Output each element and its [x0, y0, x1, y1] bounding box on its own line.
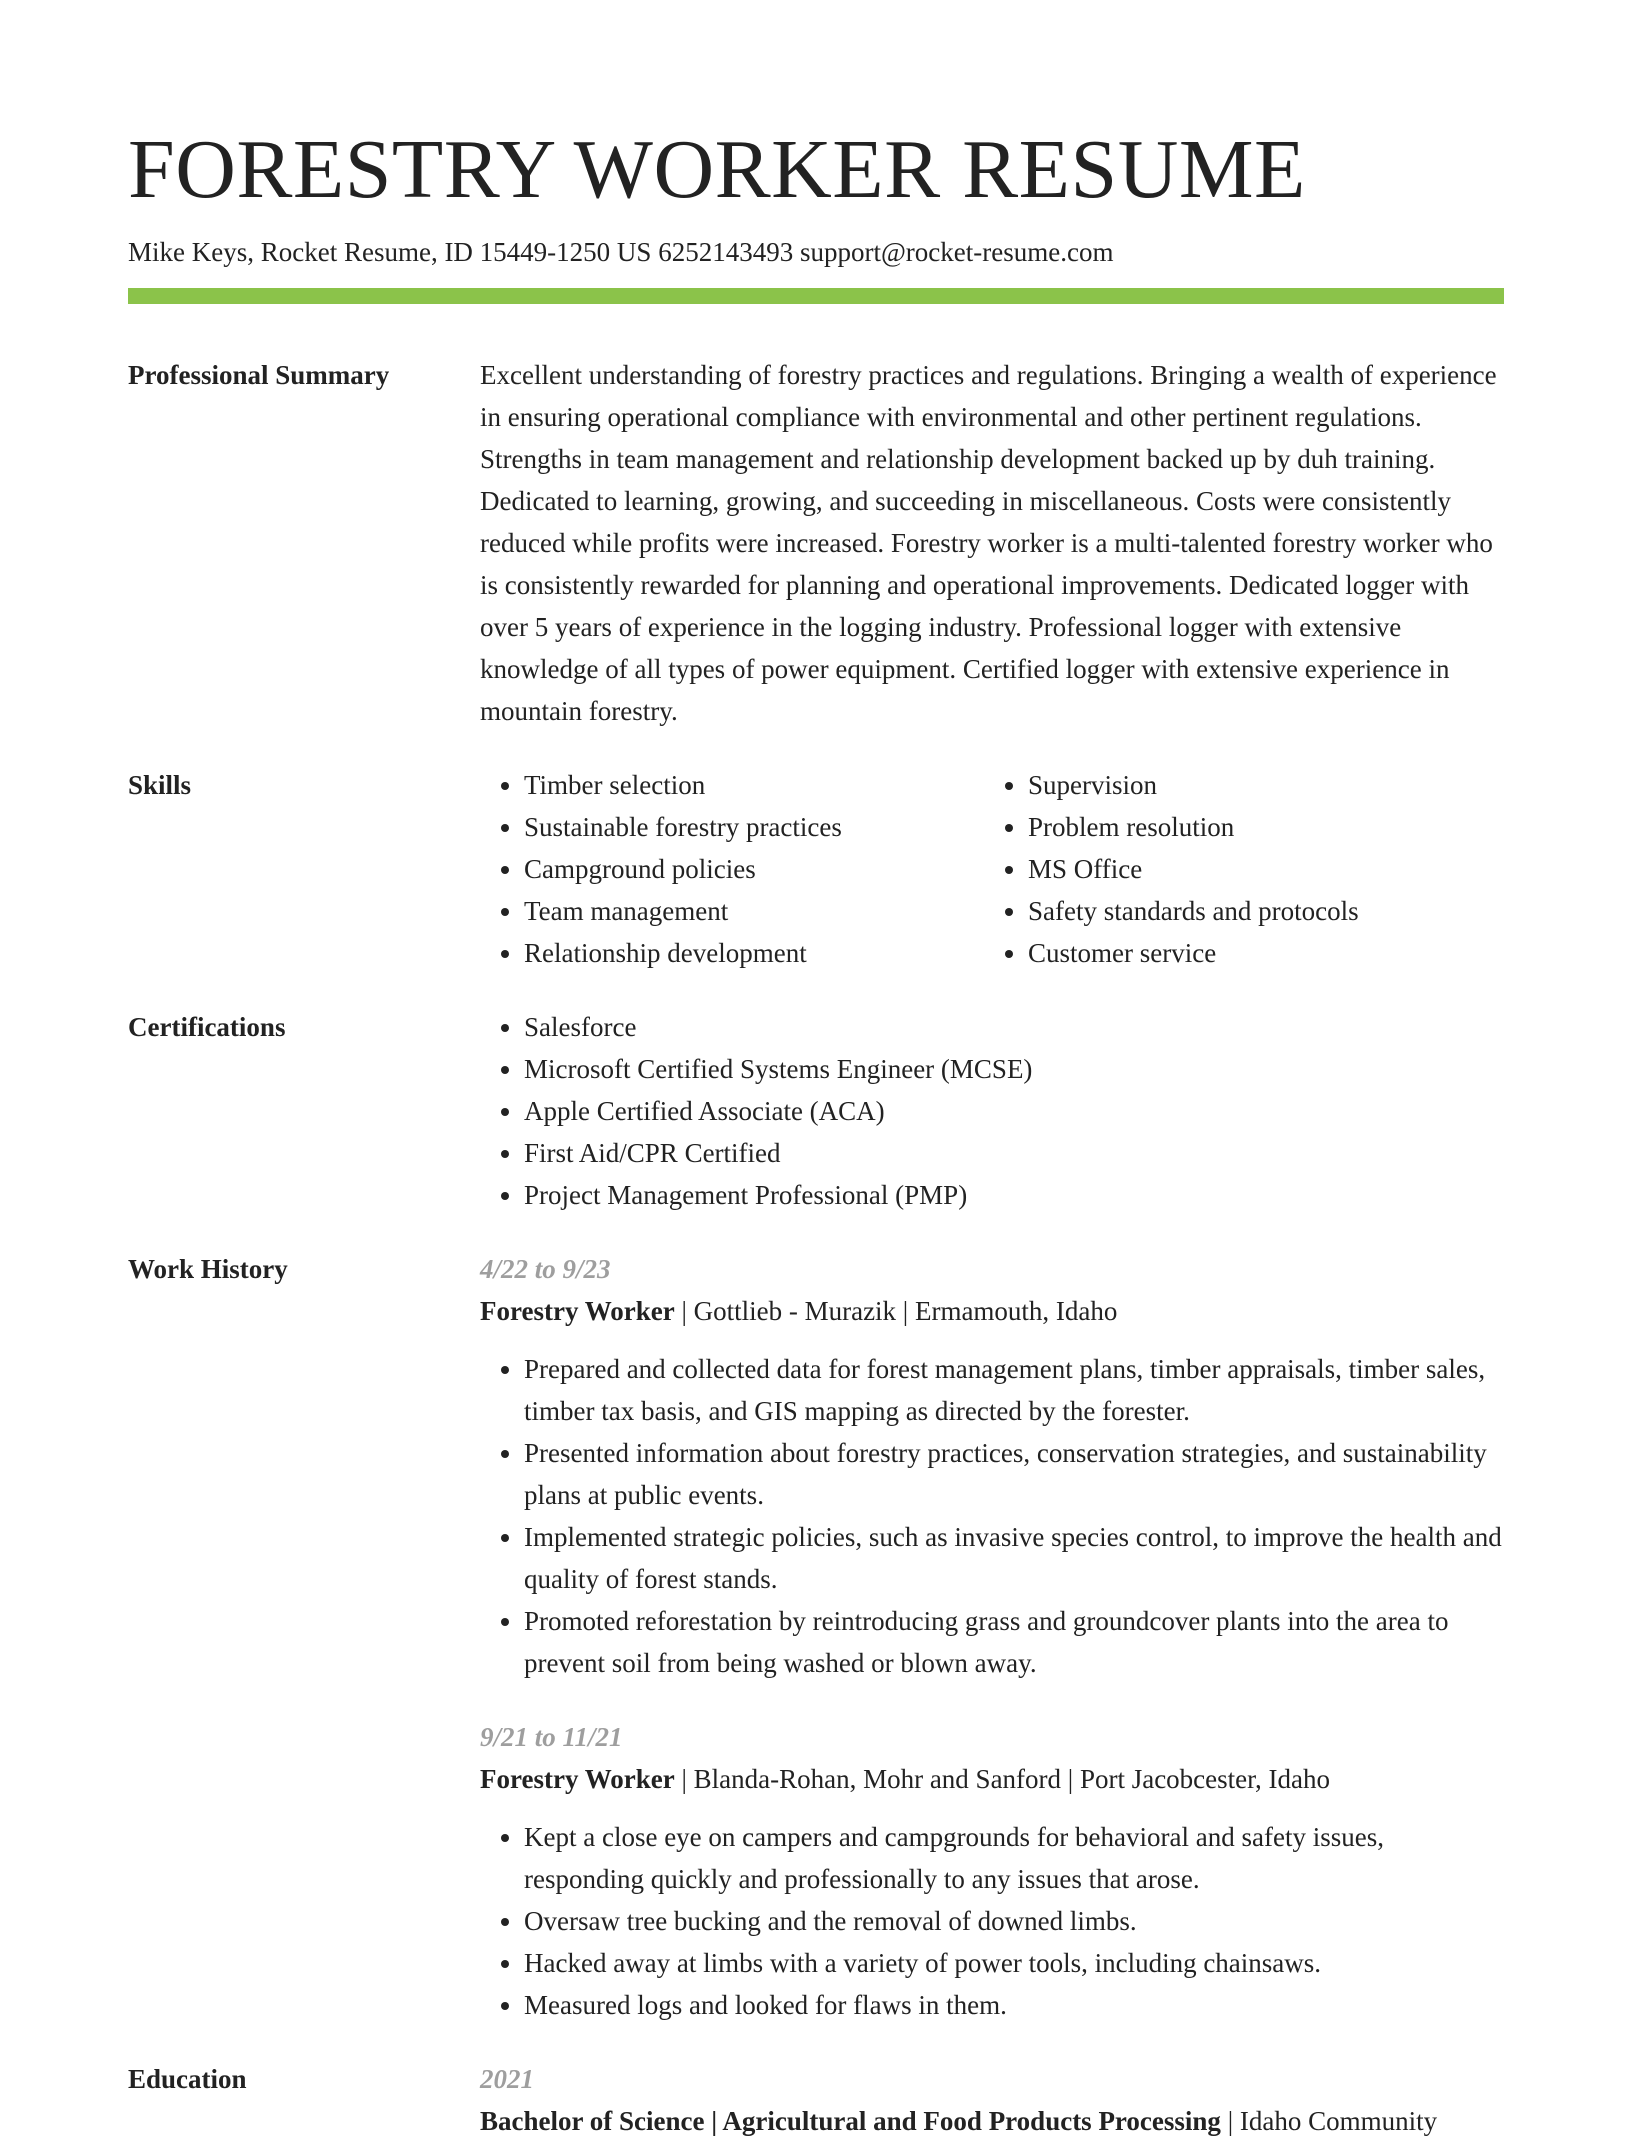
skill-item: • Customer service: [1028, 932, 1488, 974]
job-dates: 4/22 to 9/23: [480, 1254, 611, 1285]
job-bullets: [480, 1348, 1504, 1684]
job-bullet: • Prepared and collected data for forest management plans, timber appraisals, timber sales, timber tax basis, and GIS mapping as directed by the forester.: [524, 1348, 1504, 1432]
job-bullet: • Hacked away at limbs with a variety of power tools, including chainsaws.: [524, 1942, 1504, 1984]
job-bullet: • Measured logs and looked for flaws in them.: [524, 1984, 1504, 2026]
education-heading: Bachelor of Science | Agricultural and Food Products Processing | Idaho Community: [480, 2106, 1438, 2137]
accent-divider: [128, 288, 1504, 304]
work-history-section: [128, 1248, 1504, 2026]
job-bullet: • Implemented strategic policies, such as invasive species control, to improve the health and quality of forest stands.: [524, 1516, 1504, 1600]
skill-item: • Problem resolution: [1028, 806, 1488, 848]
skill-item: • Supervision: [1028, 764, 1488, 806]
education-section: [128, 2058, 1504, 2142]
degree: Bachelor of Science: [480, 2106, 705, 2137]
job-bullet: • Promoted reforestation by reintroducing grass and groundcover plants into the area to prevent soil from being washed or blown away.: [524, 1600, 1504, 1684]
skills-columns: [480, 764, 1504, 974]
resume-title: FORESTRY WORKER RESUME: [128, 123, 1306, 216]
contact-info: Mike Keys, Rocket Resume, ID 15449-1250 US 6252143493 support@rocket-resume.com: [128, 237, 1114, 267]
summary-text: Excellent understanding of forestry practices and regulations. Bringing a wealth of experience in ensuring operational compliance with environmental and other pertinent regulations. Strengths in team management and relationship development backed up by duh training. Dedicated to learning, growing, and succeeding in miscellaneous. Costs were consistently reduced while profits were increased. Forestry worker is a multi-talented forestry worker who is consistently rewarded for planning and operational improvements. Dedicated logger with over 5 years of experience in the logging industry. Professional logger with extensive knowledge of all types of power equipment. Certified logger with extensive experience in mountain forestry.: [480, 360, 1497, 727]
job-bullet: • Oversaw tree bucking and the removal of downed limbs.: [524, 1900, 1504, 1942]
job-entry: [480, 1716, 1504, 2026]
section-label-work-history: Work History: [128, 1254, 288, 1285]
skill-item: • Sustainable forestry practices: [524, 806, 984, 848]
section-label-certifications: Certifications: [128, 1012, 286, 1043]
resume-page: [128, 0, 1504, 2142]
certification-item: • Project Management Professional (PMP): [524, 1174, 1504, 1216]
major: Agricultural and Food Products Processing: [722, 2106, 1221, 2137]
job-dates: 9/21 to 11/21: [480, 1722, 623, 1753]
skill-item: • Campground policies: [524, 848, 984, 890]
skills-list-left: [480, 764, 984, 974]
section-label-education: Education: [128, 2064, 247, 2095]
certification-item: • First Aid/CPR Certified: [524, 1132, 1504, 1174]
job-employer-location: | Blanda-Rohan, Mohr and Sanford | Port Jacobcester, Idaho: [674, 1764, 1331, 1795]
skill-item: • MS Office: [1028, 848, 1488, 890]
job-bullets: [480, 1816, 1504, 2026]
skill-item: • Relationship development: [524, 932, 984, 974]
job-employer-location: | Gottlieb - Murazik | Ermamouth, Idaho: [674, 1296, 1118, 1327]
job-entry: [480, 1248, 1504, 1684]
job-bullet: • Kept a close eye on campers and campgrounds for behavioral and safety issues, responding quickly and professionally to any issues that arose.: [524, 1816, 1504, 1900]
job-bullet: • Presented information about forestry practices, conservation strategies, and sustainability plans at public events.: [524, 1432, 1504, 1516]
summary-section: [128, 354, 1504, 732]
skill-item: • Safety standards and protocols: [1028, 890, 1488, 932]
skill-item: • Team management: [524, 890, 984, 932]
education-date: 2021: [480, 2064, 534, 2095]
section-label-skills: Skills: [128, 770, 192, 801]
section-label-summary: Professional Summary: [128, 360, 390, 391]
job-title: Forestry Worker: [480, 1296, 675, 1327]
certifications-list: [480, 1006, 1504, 1216]
job-title: Forestry Worker: [480, 1764, 675, 1795]
skills-list-right: [984, 764, 1488, 974]
certification-item: • Microsoft Certified Systems Engineer (MCSE): [524, 1048, 1504, 1090]
certification-item: • Apple Certified Associate (ACA): [524, 1090, 1504, 1132]
certification-item: • Salesforce: [524, 1006, 1504, 1048]
school: | Idaho Community: [1220, 2106, 1438, 2137]
skill-item: • Timber selection: [524, 764, 984, 806]
certifications-section: [128, 1006, 1504, 1216]
job-heading: [480, 1290, 1504, 1332]
job-heading: [480, 1758, 1504, 1800]
skills-section: [128, 764, 1504, 974]
